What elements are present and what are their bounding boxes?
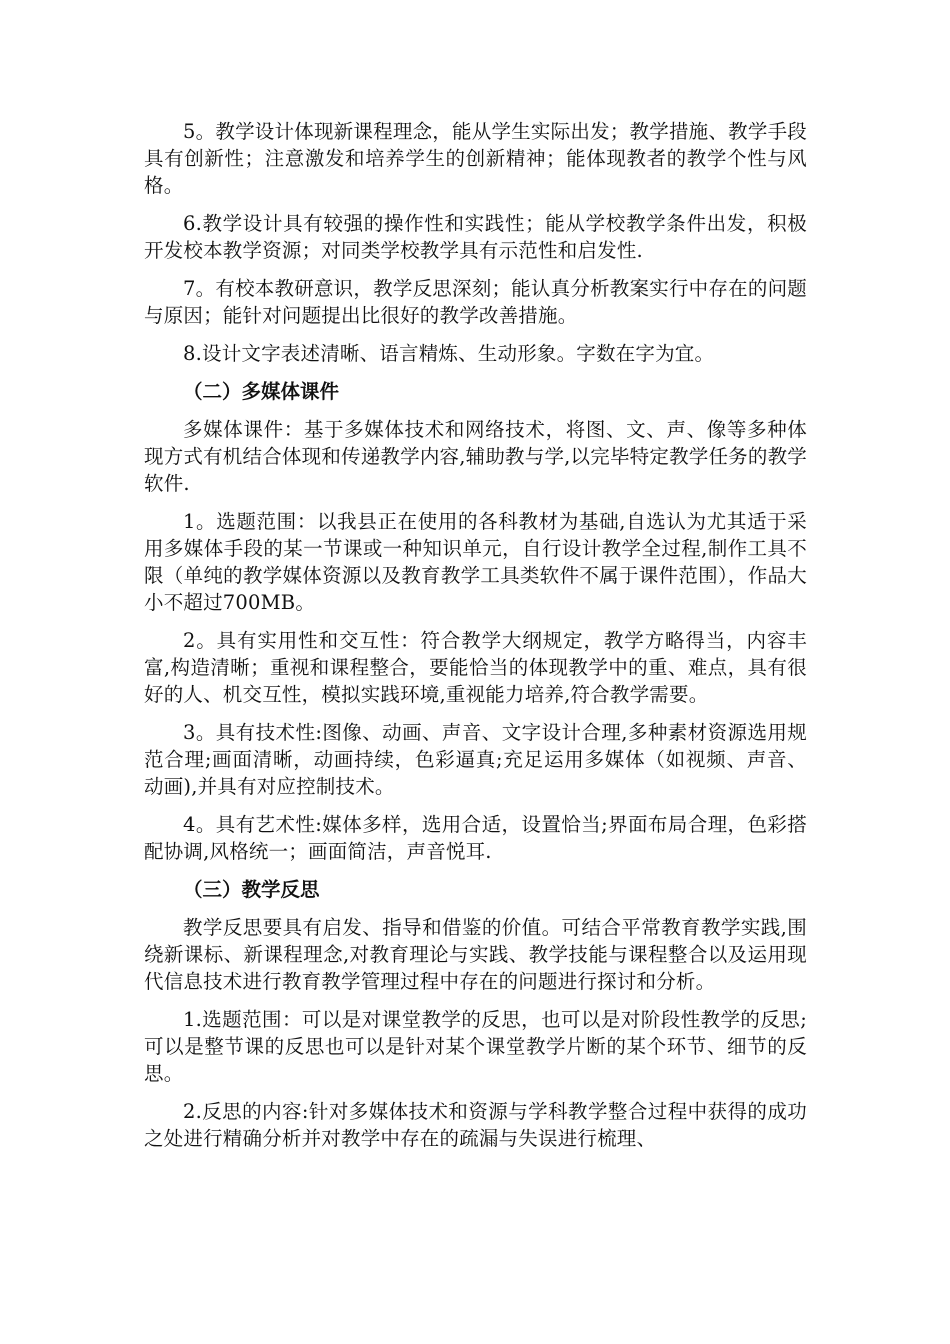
document-page: [144, 118, 807, 1163]
section-heading-multimedia: （二）多媒体课件: [183, 380, 340, 403]
paragraph-item-8: 8.设计文字表述清晰、语言精炼、生动形象。字数在字为宜。: [183, 342, 715, 365]
paragraph-multimedia-2: 2。具有实用性和交互性：符合教学大纲规定，教学方略得当，内容丰富,构造清晰；重视和课程整合，要能恰当的体现教学中的重、难点，具有很好的人、机交互性，模拟实践环境,重视能力培养,符合教学需要。: [144, 629, 807, 706]
paragraph-multimedia-4: 4。具有艺术性:媒体多样，选用合适，设置恰当;界面布局合理，色彩搭配协调,风格统一；画面简洁，声音悦耳.: [144, 813, 807, 863]
paragraph-item-7: 7。有校本教研意识，教学反思深刻；能认真分析教案实行中存在的问题与原因；能针对问题提出比很好的教学改善措施。: [144, 277, 807, 327]
paragraph-item-5: 5。教学设计体现新课程理念，能从学生实际出发；教学措施、教学手段具有创新性；注意激发和培养学生的创新精神；能体现教者的教学个性与风格。: [144, 120, 807, 197]
paragraph-multimedia-1: 1。选题范围：以我县正在使用的各科教材为基础,自选认为尤其适于采用多媒体手段的某一节课或一种知识单元，自行设计教学全过程,制作工具不限（单纯的教学媒体资源以及教育教学工具类软件不属于课件范围），作品大小不超过700MB。: [144, 510, 807, 614]
paragraph-item-6: 6.教学设计具有较强的操作性和实践性；能从学校教学条件出发，积极开发校本教学资源；对同类学校教学具有示范性和启发性.: [144, 212, 807, 262]
paragraph-reflection-intro: 教学反思要具有启发、指导和借鉴的价值。可结合平常教育教学实践,围绕新课标、新课程理念,对教育理论与实践、教学技能与课程整合以及运用现代信息技术进行教育教学管理过程中存在的问题进行探讨和分析。: [144, 916, 807, 993]
paragraph-multimedia-3: 3。具有技术性:图像、动画、声音、文字设计合理,多种素材资源选用规范合理;画面清晰，动画持续，色彩逼真;充足运用多媒体（如视频、声音、动画),并具有对应控制技术。: [144, 721, 807, 798]
paragraph-reflection-2: 2.反思的内容:针对多媒体技术和资源与学科教学整合过程中获得的成功之处进行精确分析并对教学中存在的疏漏与失误进行梳理、: [144, 1100, 807, 1150]
section-heading-reflection: （三）教学反思: [183, 878, 320, 901]
paragraph-reflection-1: 1.选题范围：可以是对课堂教学的反思，也可以是对阶段性教学的反思;可以是整节课的反思也可以是针对某个课堂教学片断的某个环节、细节的反思。: [144, 1008, 807, 1085]
paragraph-multimedia-definition: 多媒体课件：基于多媒体技术和网络技术，将图、文、声、像等多种体现方式有机结合体现和传递教学内容,辅助教与学,以完毕特定教学任务的教学软件.: [144, 418, 807, 495]
